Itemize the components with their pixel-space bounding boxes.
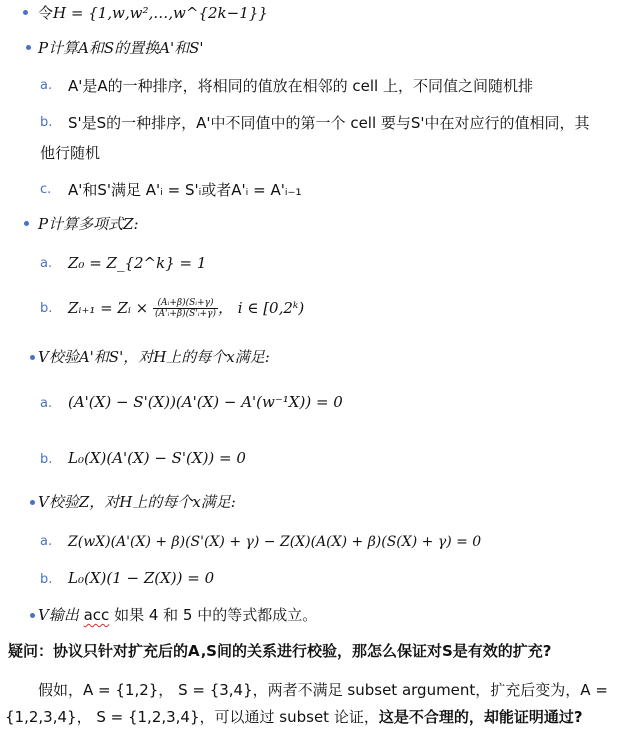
sub-item-z-recurrence [68,298,304,319]
sub-item-a-prime [68,76,533,96]
item-text: V校验Z，对H上的每个x满足: [38,493,236,511]
sub-item-condition [68,180,301,200]
item-text: S'是S的一种排序，A'中不同值中的第一个 cell 要与S'中在对应行的值相同，其 [68,114,590,132]
bullet-dot [23,10,28,15]
bullet-dot [26,45,31,50]
list-item-h-definition [38,3,268,23]
list-item-compute-z [38,214,139,234]
list-item-verify-z [38,492,236,512]
question-line-2-text: {1,2,3,4}， S = {1,2,3,4}，可以通过 subset 论证， [5,708,379,726]
math-z-lhs: Zᵢ₊₁ = Zᵢ × [68,299,149,317]
item-text: P计算A和S的置换A'和S' [38,39,204,57]
math-check-b: L₀(X)(A'(X) − S'(X)) = 0 [68,449,246,467]
question-title-text: 疑问：协议只针对扩充后的A‚S间的关系进行校验，那怎么保证对S是有效的扩充? [8,642,552,660]
item-text: A'是A的一种排序，将相同的值放在相邻的 cell 上，不同值之间随机排 [68,77,533,95]
sub-label: b. [40,452,53,467]
bullet-dot [30,355,35,360]
sub-label: a. [40,256,53,271]
sub-label: b. [40,572,53,587]
sub-label: a. [40,534,53,549]
math-check-a: (A'(X) − S'(X))(A'(X) − A'(w⁻¹X)) = 0 [68,393,343,411]
question-line-2-bold: 这是不合理的，却能证明通过? [378,708,583,726]
math-z-check-b: L₀(X)(1 − Z(X)) = 0 [68,569,215,587]
sub-item-z-init [68,253,206,273]
fraction-numerator: (Aᵢ+β)(Sᵢ+γ) [153,298,218,309]
math-fraction [153,298,218,319]
item-text-post: 如果 4 和 5 中的等式都成立。 [109,606,318,624]
question-title [8,641,551,661]
item-text: 他行随机 [40,144,101,162]
bullet-dot [30,500,35,505]
math-range: ， i ∈ [0‚2ᵏ) [218,299,305,317]
sub-item-check-b [68,448,246,468]
sub-item-z-check-a [68,531,481,552]
sub-label: b. [40,115,53,130]
item-text-pre: V输出 [38,606,84,624]
sub-label: c. [40,182,52,197]
acc-word: acc [83,606,110,624]
math-z-check-a: Z(wX)(A'(X) + β)(S'(X) + γ) − Z(X)(A(X) + β)(S(X) + γ) = 0 [68,534,482,550]
question-line-1 [38,680,608,700]
item-text: P计算多项式Z: [38,215,139,233]
bullet-dot [24,221,29,226]
sub-item-s-prime [68,113,590,133]
list-item-verify-perm [38,347,270,367]
sub-item-s-prime-cont [40,143,100,163]
item-text: A'和S'满足 A'ᵢ = S'ᵢ或者A'ᵢ = A'ᵢ₋₁ [68,181,302,199]
sub-label: a. [40,396,53,411]
sub-label: b. [40,301,53,316]
fraction-denominator: (A'ᵢ+β)(S'ᵢ+γ) [155,309,216,319]
question-line-2 [5,707,583,727]
sub-item-z-check-b [68,568,214,588]
math-z-init: Z₀ = Z_{2^k} = 1 [68,254,207,272]
sub-label: a. [40,78,53,93]
sub-item-check-a [68,392,343,412]
list-item-permutation [38,38,204,58]
item-text: V校验A'和S'，对H上的每个x满足: [38,348,270,366]
math-h-set: H = {1‚w‚w²‚…‚w^{2k−1}} [53,4,268,22]
item-text: 令 [38,4,54,22]
bullet-dot [30,613,35,618]
question-line-1-text: 假如，A = {1,2}， S = {3,4}，两者不满足 subset argument，扩充后变为，A = [38,681,608,699]
list-item-output [38,605,317,625]
